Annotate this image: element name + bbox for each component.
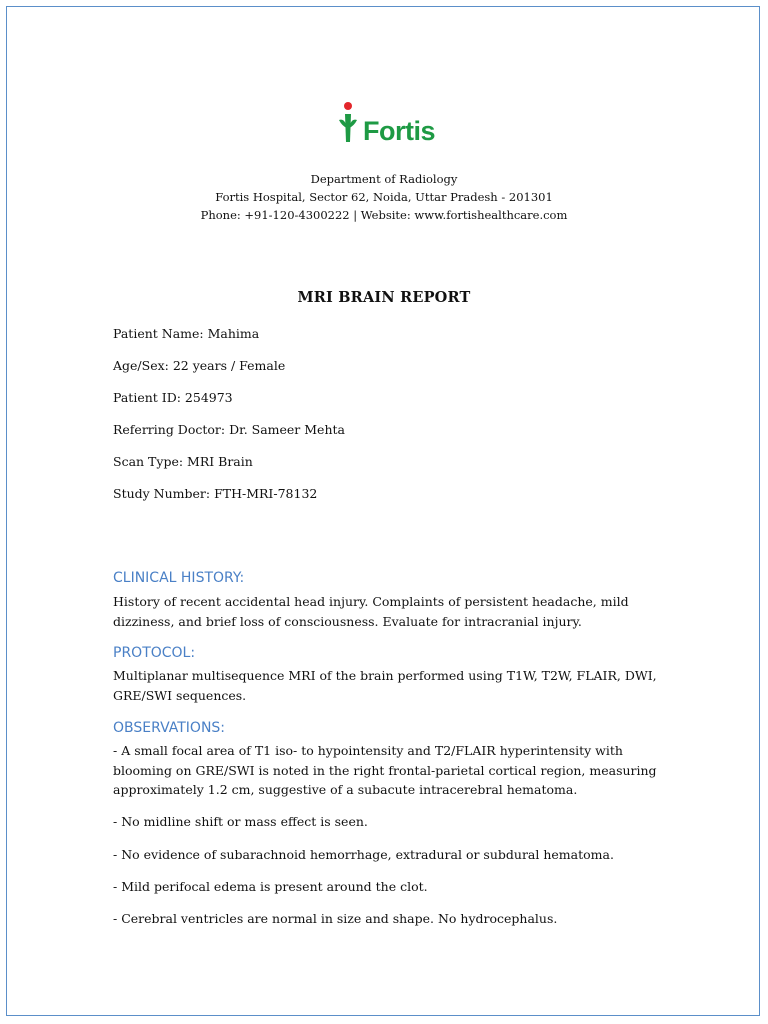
- patient-age-sex: Age/Sex: 22 years / Female: [113, 358, 286, 373]
- patient-name: Patient Name: Mahima: [113, 326, 260, 341]
- protocol-heading: PROTOCOL:: [113, 645, 196, 661]
- department-line: Department of Radiology: [310, 172, 458, 186]
- fortis-logo-icon: [336, 98, 436, 148]
- observation-item: - Mild perifocal edema is present around the clot.: [113, 879, 428, 894]
- address-line: Fortis Hospital, Sector 62, Noida, Uttar Pradesh - 201301: [215, 190, 553, 204]
- contact-line: Phone: +91-120-4300222 | Website: www.fortishealthcare.com: [200, 208, 568, 222]
- protocol-text: Multiplanar multisequence MRI of the brain performed using T1W, T2W, FLAIR, DWI, GRE/SWI sequences.: [113, 668, 657, 703]
- observation-item: - Cerebral ventricles are normal in size and shape. No hydrocephalus.: [113, 911, 558, 926]
- referring-doctor: Referring Doctor: Dr. Sameer Mehta: [113, 422, 345, 437]
- report-title: MRI BRAIN REPORT: [297, 289, 471, 306]
- logo-text: Fortis: [363, 116, 436, 146]
- fortis-logo: [336, 98, 436, 148]
- clinical-history-heading: CLINICAL HISTORY:: [113, 570, 245, 586]
- observation-item: - A small focal area of T1 iso- to hypointensity and T2/FLAIR hyperintensity with blooming on GRE/SWI is noted in the right frontal-parietal cortical region, measuring approximately 1.2 cm, suggestive of a subacute intracerebral hematoma.: [113, 743, 657, 797]
- hospital-header: [0, 170, 768, 224]
- observation-item: - No midline shift or mass effect is seen.: [113, 814, 368, 829]
- study-number: Study Number: FTH-MRI-78132: [113, 486, 318, 501]
- observations-heading: OBSERVATIONS:: [113, 720, 226, 736]
- patient-id: Patient ID: 254973: [113, 390, 233, 405]
- page-border: [6, 6, 760, 1016]
- observation-item: - No evidence of subarachnoid hemorrhage, extradural or subdural hematoma.: [113, 847, 614, 862]
- clinical-history-text: History of recent accidental head injury. Complaints of persistent headache, mild dizziness, and brief loss of consciousness. Evaluate for intracranial injury.: [113, 594, 629, 629]
- scan-type: Scan Type: MRI Brain: [113, 454, 253, 469]
